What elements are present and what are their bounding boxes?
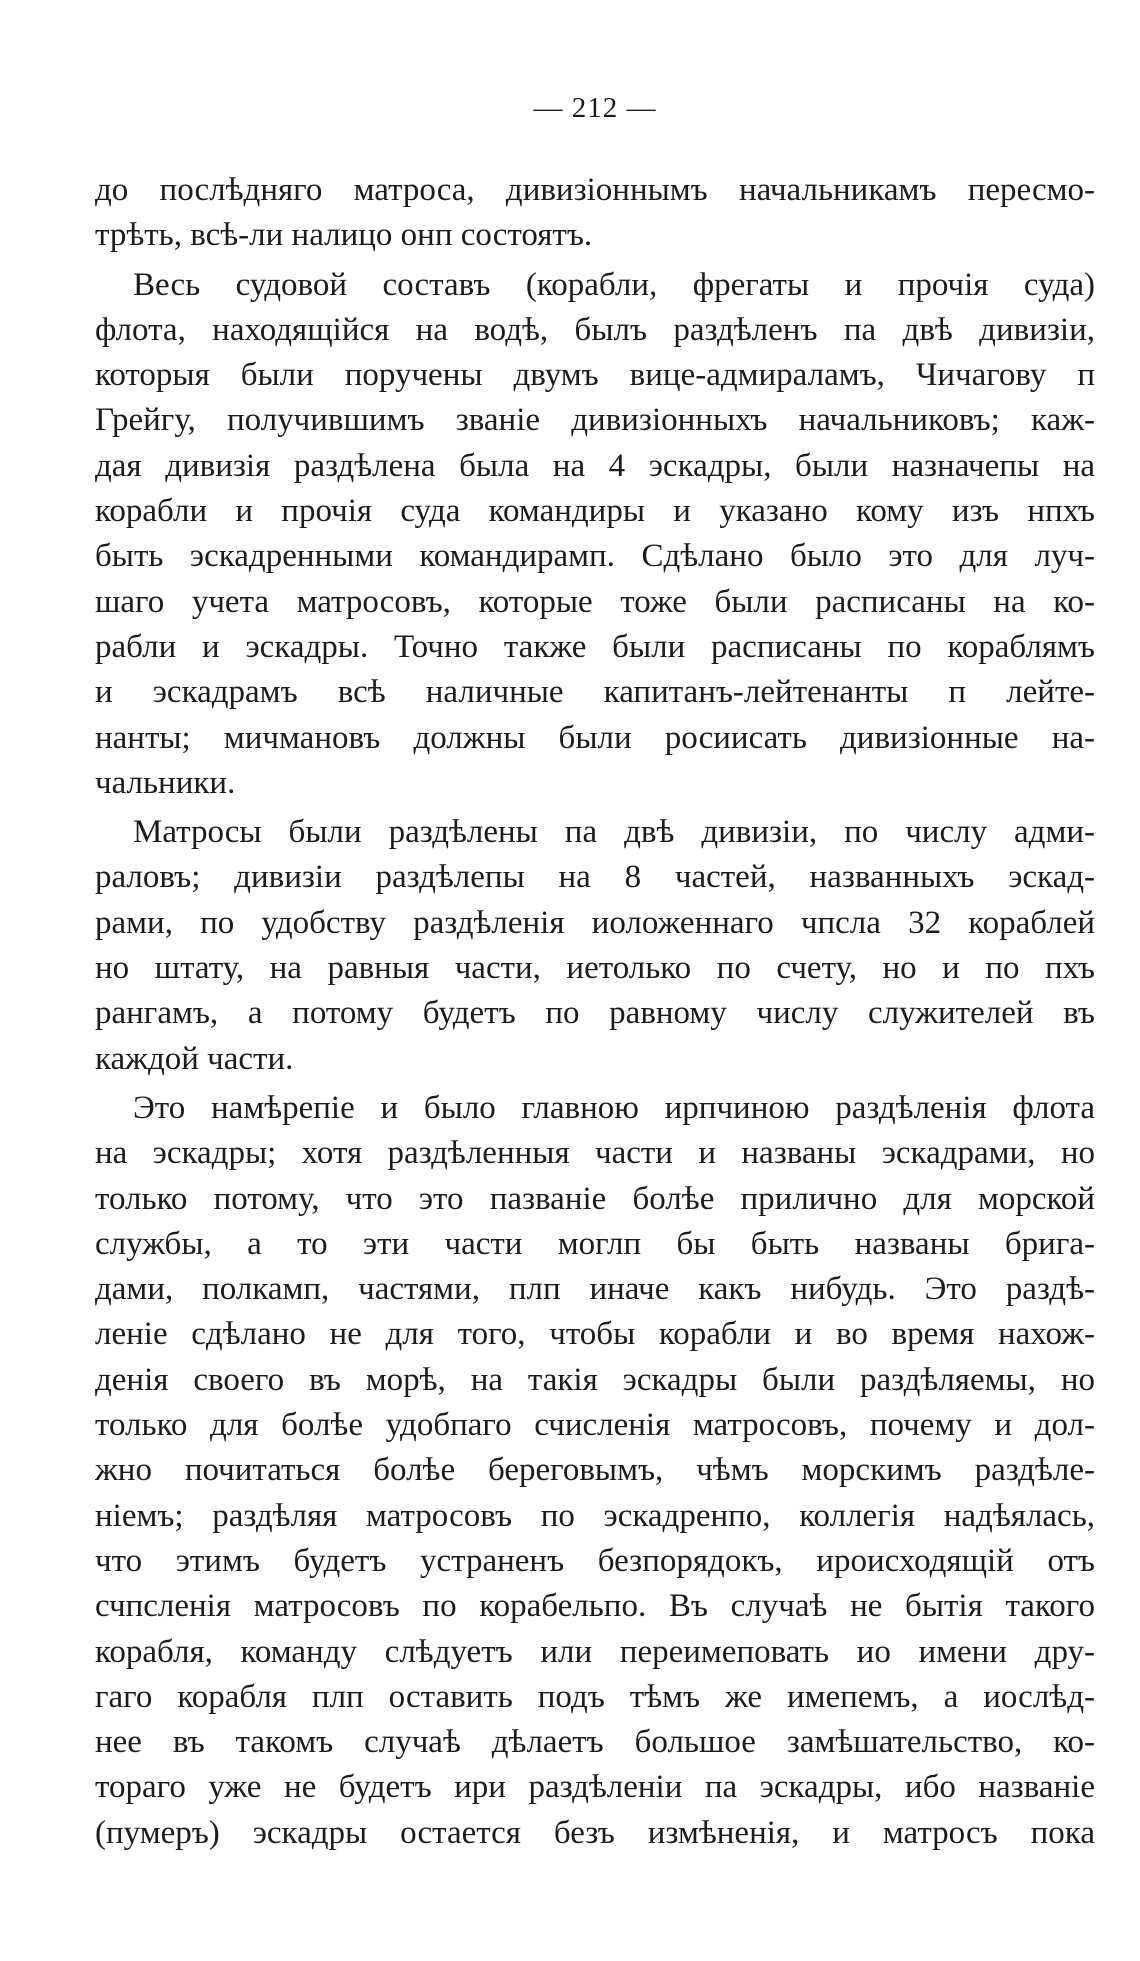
text-line: рангамъ, а потому будетъ по равному числу служителей въ bbox=[95, 995, 1095, 1032]
text-line: Весь судовой составъ (корабли, фрегаты и прочія суда) bbox=[133, 266, 1095, 303]
text-line: Это намѣрепіе и было главною ирпчиною раздѣленія флота bbox=[133, 1089, 1095, 1126]
text-line: раловъ; дивизіи раздѣлепы на 8 частей, названныхъ эскад- bbox=[95, 859, 1095, 896]
text-line: нее въ такомъ случаѣ дѣлаетъ большое замѣшательство, ко- bbox=[95, 1724, 1095, 1761]
text-line: службы, а то эти части моглп бы быть названы брига- bbox=[95, 1225, 1095, 1262]
text-line: дами, полкамп, частями, плп иначе какъ нибудь. Это раздѣ- bbox=[95, 1271, 1095, 1308]
paragraph bbox=[95, 168, 1095, 259]
text-line: шаго учета матросовъ, которые тоже были расписаны на ко- bbox=[95, 583, 1095, 620]
text-line: гаго корабля плп оставить подъ тѣмъ же имепемъ, а иослѣд- bbox=[95, 1678, 1095, 1715]
page-number: — 212 — bbox=[533, 92, 657, 124]
text-line: Грейгу, получившимъ званіе дивизіонныхъ начальниковъ; каж- bbox=[95, 402, 1095, 439]
text-line: жно почитаться болѣе береговымъ, чѣмъ морскимъ раздѣле- bbox=[95, 1452, 1095, 1489]
text-line: денія своего въ морѣ, на такія эскадры были раздѣляемы, но bbox=[95, 1361, 1095, 1398]
text-line: но штату, на равныя части, иетолько по счету, но и по пхъ bbox=[95, 950, 1095, 987]
text-line: на эскадры; хотя раздѣленныя части и названы эскадрами, но bbox=[95, 1135, 1095, 1172]
text-line: корабля, команду слѣдуетъ или переимеповать ио имени дру- bbox=[95, 1633, 1095, 1670]
text-line: тораго уже не будетъ ири раздѣленіи па эскадры, ибо названіе bbox=[95, 1769, 1095, 1806]
text-line: счпсленія матросовъ по корабельпо. Въ случаѣ не бытія такого bbox=[95, 1588, 1095, 1625]
text-line: флота, находящійся на водѣ, былъ раздѣленъ па двѣ дивизіи, bbox=[95, 311, 1095, 348]
text-line: дая дивизія раздѣлена была на 4 эскадры, были назначепы на bbox=[95, 447, 1095, 484]
text-line: Матросы были раздѣлены па двѣ дивизіи, по числу адми- bbox=[133, 814, 1095, 851]
paragraph bbox=[95, 1086, 1095, 1856]
text-line: рами, по удобству раздѣленія иоложеннаго чпсла 32 кораблей bbox=[95, 904, 1095, 941]
text-line: только потому, что это пазваніе болѣе прилично для морской bbox=[95, 1180, 1095, 1217]
paragraph bbox=[95, 810, 1095, 1082]
text-line: что этимъ будетъ устраненъ безпорядокъ, ироисходящій отъ bbox=[95, 1542, 1095, 1579]
text-line: рабли и эскадры. Точно также были расписаны по кораблямъ bbox=[95, 628, 1095, 665]
text-line: которыя были поручены двумъ вице-адмираламъ, Чичагову п bbox=[95, 357, 1095, 394]
text-line: трѣть, всѣ-ли налицо онп состоятъ. bbox=[95, 217, 593, 254]
text-line: корабли и прочія суда командиры и указано кому изъ нпхъ bbox=[95, 493, 1095, 530]
text-line: быть эскадренными командирамп. Сдѣлано было это для луч- bbox=[95, 538, 1095, 575]
text-line: (пумеръ) эскадры остается безъ измѣненія, и матросъ пока bbox=[95, 1814, 1095, 1851]
text-line: и эскадрамъ всѣ наличные капитанъ-лейтенанты п лейте- bbox=[95, 674, 1095, 711]
text-line: нанты; мичмановъ должны были росиисать дивизіонные на- bbox=[95, 719, 1095, 756]
text-line: чальники. bbox=[95, 764, 236, 801]
text-line: до послѣдняго матроса, дивизіоннымъ начальникамъ пересмо- bbox=[95, 172, 1095, 208]
paragraph bbox=[95, 263, 1095, 807]
text-line: только для болѣе удобпаго счисленія матросовъ, почему и дол- bbox=[95, 1407, 1095, 1444]
body-text bbox=[95, 168, 1095, 1856]
text-line: ніемъ; раздѣляя матросовъ по эскадренпо, коллегія надѣялась, bbox=[95, 1497, 1095, 1534]
text-line: леніе сдѣлано не для того, чтобы корабли и во время нахож- bbox=[95, 1316, 1095, 1353]
text-line: каждой части. bbox=[95, 1040, 294, 1077]
